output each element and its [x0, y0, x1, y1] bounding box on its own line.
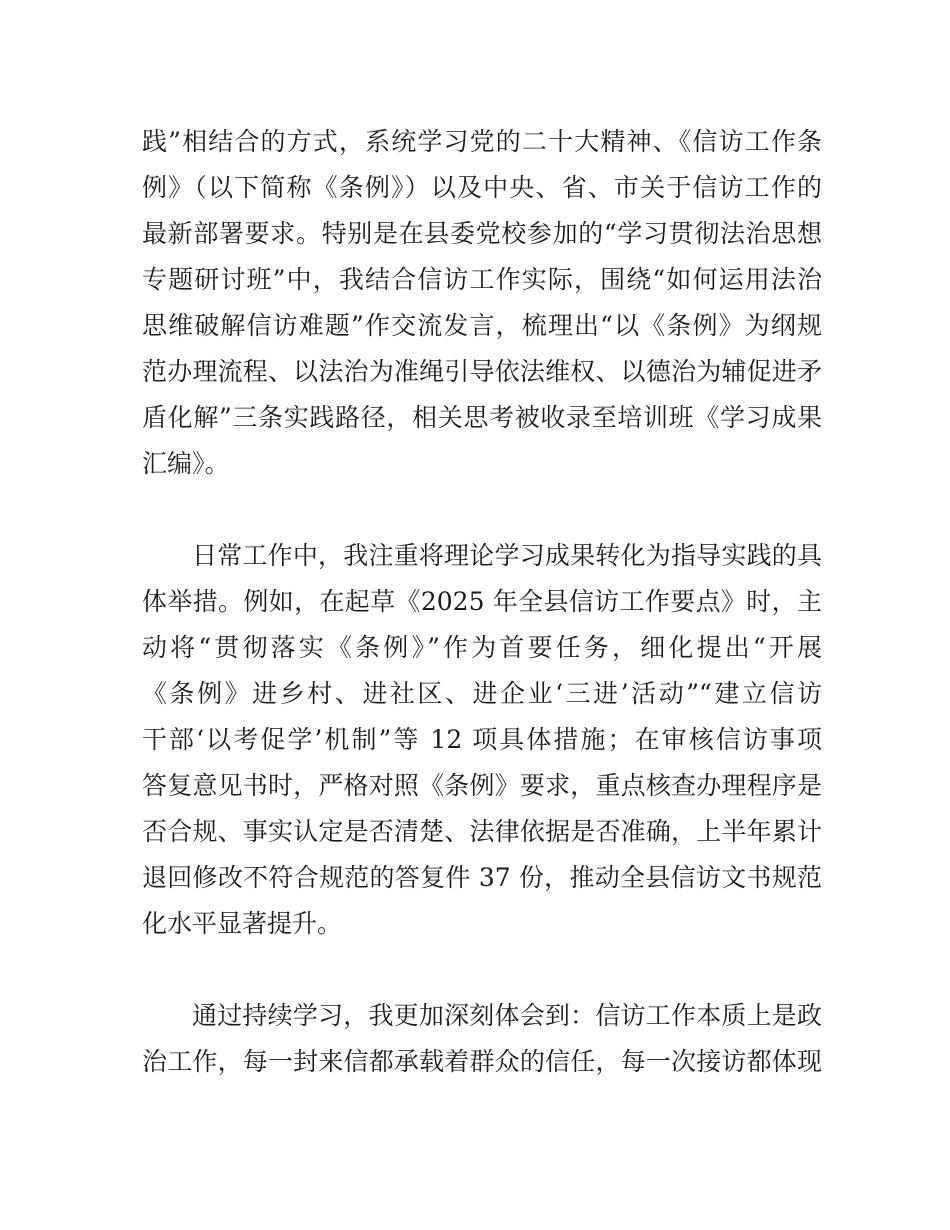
paragraph-2-line-5: 干部‘以考促学’机制”等 12 项具体措施；在审核信访事项	[142, 725, 822, 754]
paragraph-1-line-3: 最新部署要求。特别是在县委党校参加的“学习贯彻法治思想	[142, 219, 822, 248]
paragraph-2-line-3: 动将“贯彻落实《条例》”作为首要任务，细化提出“开展	[142, 633, 822, 662]
paragraph-1-line-4: 专题研讨班”中，我结合信访工作实际，围绕“如何运用法治	[142, 265, 822, 294]
paragraph-1-line-5: 思维破解信访难题”作交流发言，梳理出“以《条例》为纲规	[142, 311, 822, 340]
paragraph-2-line-1: 日常工作中，我注重将理论学习成果转化为指导实践的具	[192, 541, 822, 570]
paragraph-2-line-2: 体举措。例如，在起草《2025 年全县信访工作要点》时，主	[142, 587, 822, 616]
paragraph-1-line-1: 践”相结合的方式，系统学习党的二十大精神、《信访工作条	[142, 127, 822, 156]
paragraph-2-line-6: 答复意见书时，严格对照《条例》要求，重点核查办理程序是	[142, 771, 822, 800]
paragraph-3-line-2: 治工作，每一封来信都承载着群众的信任，每一次接访都体现	[142, 1047, 822, 1076]
paragraph-1-line-6: 范办理流程、以法治为准绳引导依法维权、以德治为辅促进矛	[142, 357, 822, 386]
paragraph-1-line-2: 例》（以下简称《条例》）以及中央、省、市关于信访工作的	[142, 173, 822, 202]
paragraph-2-line-9: 化水平显著提升。	[142, 909, 343, 938]
paragraph-2-line-4: 《条例》进乡村、进社区、进企业‘三进’活动”“建立信访	[142, 679, 822, 708]
paragraph-1-line-8: 汇编》。	[142, 449, 230, 478]
paragraph-3-line-1: 通过持续学习，我更加深刻体会到：信访工作本质上是政	[192, 1001, 822, 1030]
paragraph-2-line-8: 退回修改不符合规范的答复件 37 份，推动全县信访文书规范	[142, 863, 822, 892]
paragraph-1-line-7: 盾化解”三条实践路径，相关思考被收录至培训班《学习成果	[142, 403, 822, 432]
paragraph-2-line-7: 否合规、事实认定是否清楚、法律依据是否准确，上半年累计	[142, 817, 822, 846]
